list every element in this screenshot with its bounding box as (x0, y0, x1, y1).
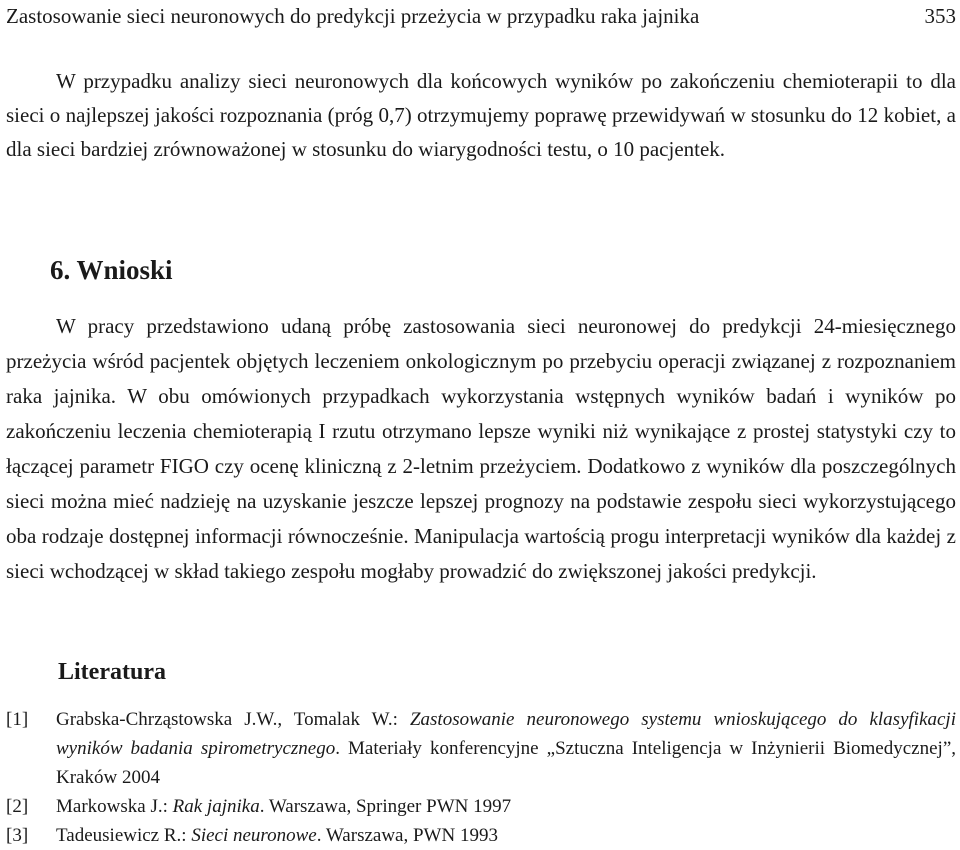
reference-details: . Warszawa, PWN 1993 (316, 825, 498, 846)
reference-body (56, 705, 956, 792)
intro-paragraph: W przypadku analizy sieci neuronowych dla końcowych wyników po zakończeniu chemioterapii to dla sieci o najlepszej jakości rozpoznania (próg 0,7) otrzymujemy poprawę przewidywań w stosunku do 12 kobiet, a dla sieci bardziej zrównoważonej w stosunku do wiarygodności testu, o 10 pacjentek. (6, 69, 956, 161)
reference-title: Zastosowanie neuronowego systemu wnioskującego do klasyfikacji wyników badania spirometrycznego (56, 709, 956, 759)
literature-title: Literatura (58, 659, 166, 685)
reference-body (56, 792, 956, 821)
reference-item (6, 792, 956, 821)
reference-details: . Warszawa, Springer PWN 1997 (259, 796, 512, 817)
running-header (6, 2, 956, 30)
reference-authors: Grabska-Chrząstowska J.W., Tomalak W.: (56, 709, 410, 730)
reference-authors: Tadeusiewicz R.: (56, 825, 192, 846)
reference-number: [3] (6, 825, 29, 846)
running-title: Zastosowanie sieci neuronowych do predykcji przeżycia w przypadku raka jajnika (6, 4, 700, 28)
page-number: 353 (924, 4, 956, 28)
reference-number: [1] (6, 709, 29, 730)
reference-number: [2] (6, 796, 29, 817)
section-title: 6. Wnioski (50, 255, 173, 285)
reference-authors: Markowska J.: (56, 796, 173, 817)
conclusions-paragraph: W pracy przedstawiono udaną próbę zastosowania sieci neuronowej do predykcji 24-miesięcznego przeżycia wśród pacjentek objętych leczeniem onkologicznym po przebyciu operacji związanej z rozpoznaniem raka jajnika. W obu omówionych przypadkach wykorzystania wstępnych wyników badań i wyników po zakończeniu leczenia chemioterapią I rzutu otrzymano lepsze wyniki niż wynikające z prostej statystyki czy to łączącej parametr FIGO czy ocenę kliniczną z 2-letnim przeżyciem. Dodatkowo z wyników dla poszczególnych sieci można mieć nadzieję na uzyskanie jeszcze lepszej prognozy na podstawie zespołu sieci wykorzystującego oba rodzaje dostępnej informacji równocześnie. Manipulacja wartością progu interpretacji wyników dla każdej z sieci wchodzącej w skład takiego zespołu mogłaby prowadzić do zwiększonej jakości predykcji. (6, 314, 956, 583)
reference-list (6, 705, 956, 850)
reference-title: Rak jajnika (172, 796, 260, 817)
reference-details: . Materiały konferencyjne „Sztuczna Inteligencja w Inżynierii Biomedycznej”, Kraków 2004 (56, 738, 957, 788)
reference-title: Sieci neuronowe (191, 825, 317, 846)
reference-item (6, 705, 956, 792)
